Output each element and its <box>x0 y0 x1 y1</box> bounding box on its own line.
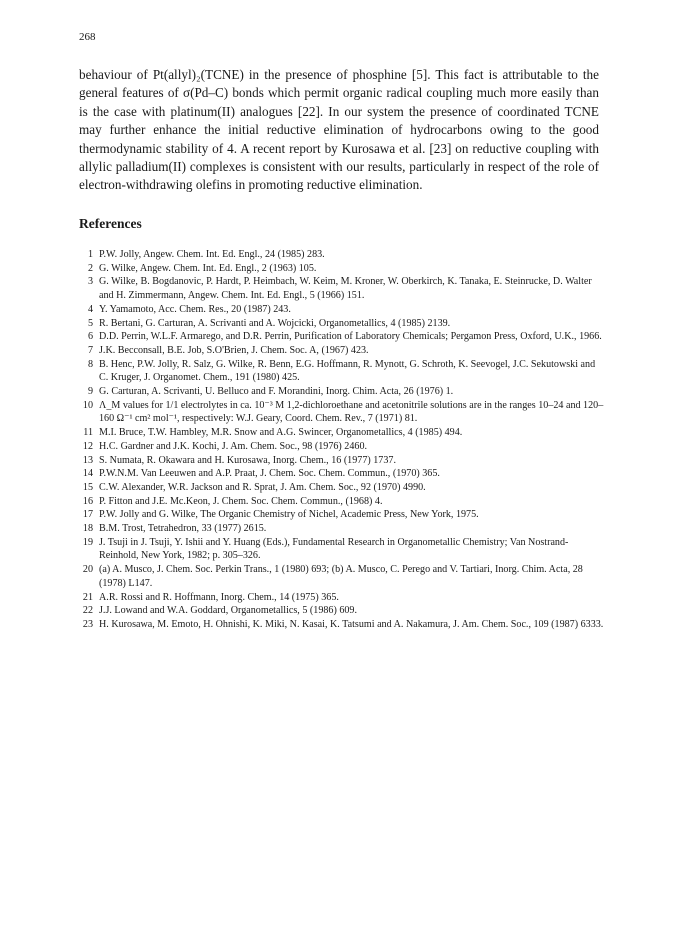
reference-item <box>79 317 604 331</box>
reference-number: 4 <box>87 303 93 315</box>
reference-number: 7 <box>87 344 93 356</box>
reference-item <box>79 454 604 468</box>
reference-number: 13 <box>82 454 93 466</box>
reference-text: J. Tsuji in J. Tsuji, Y. Ishii and Y. Huang (Eds.), Fundamental Research in Organometallic Chemistry; Van Nostrand-Reinhold, New York, 1982; p. 305–326. <box>99 536 569 562</box>
reference-text: B. Henc, P.W. Jolly, R. Salz, G. Wilke, R. Benn, E.G. Hoffmann, R. Mynott, G. Schroth, K. Seevogel, J.C. Sekutowski and C. Kruger, J. Organomet. Chem., 191 (1980) 425. <box>99 358 596 384</box>
reference-number: 6 <box>87 331 93 343</box>
reference-item <box>79 248 604 262</box>
reference-number: 10 <box>82 399 93 411</box>
reference-number: 11 <box>83 427 93 439</box>
reference-number: 1 <box>87 249 93 260</box>
reference-text: H.C. Gardner and J.K. Kochi, J. Am. Chem. Soc., 98 (1976) 2460. <box>99 440 368 452</box>
reference-text: S. Numata, R. Okawara and H. Kurosawa, Inorg. Chem., 16 (1977) 1737. <box>99 454 396 466</box>
reference-item <box>79 358 604 385</box>
reference-text: G. Wilke, B. Bogdanovic, P. Hardt, P. Heimbach, W. Keim, M. Kroner, W. Oberkirch, K. Tanaka, E. Steinrucke, D. Walter and H. Zimmermann, Angew. Chem. Int. Ed. Engl., 5 (1966) 151. <box>99 276 592 302</box>
reference-text: C.W. Alexander, W.R. Jackson and R. Sprat, J. Am. Chem. Soc., 92 (1970) 4990. <box>99 481 426 493</box>
reference-text: J.J. Lowand and W.A. Goddard, Organometallics, 5 (1986) 609. <box>99 605 358 617</box>
reference-item <box>79 399 604 426</box>
reference-number: 16 <box>82 495 93 507</box>
reference-list <box>79 248 604 632</box>
reference-number: 22 <box>82 605 93 617</box>
reference-text: A.R. Rossi and R. Hoffmann, Inorg. Chem., 14 (1975) 365. <box>99 591 339 603</box>
reference-text: B.M. Trost, Tetrahedron, 33 (1977) 2615. <box>99 523 267 535</box>
reference-number: 17 <box>82 509 93 521</box>
reference-text: H. Kurosawa, M. Emoto, H. Ohnishi, K. Miki, N. Kasai, K. Tatsumi and A. Nakamura, J. Am. Chem. Soc., 109 (1987) 6333. <box>99 618 604 630</box>
reference-number: 18 <box>82 523 93 535</box>
reference-item <box>79 481 604 495</box>
reference-number: 12 <box>82 440 93 452</box>
reference-number: 15 <box>82 481 93 493</box>
reference-number: 23 <box>82 618 93 630</box>
reference-item <box>79 344 604 358</box>
reference-text: R. Bertani, G. Carturan, A. Scrivanti and A. Wojcicki, Organometallics, 4 (1985) 2139. <box>99 317 451 329</box>
reference-number: 14 <box>82 468 93 480</box>
body-paragraph: behaviour of Pt(allyl)₂(TCNE) in the presence of phosphine [5]. This fact is attributable to the general features of σ(Pd–C) bonds which permit organic radical coupling much more easily than is the case with platinum(II) analogues [22]. In our system the presence of coordinated TCNE may further enhance the initial reductive elimination of hydrocarbons owing to the good thermodynamic stability of 4. A recent report by Kurosawa et al. [23] on reductive coupling with allylic palladium(II) complexes is consistent with our results, particularly in respect of the role of electron-withdrawing olefins in promoting reductive elimination. <box>79 67 599 193</box>
reference-text: P.W.N.M. Van Leeuwen and A.P. Praat, J. Chem. Soc. Chem. Commun., (1970) 365. <box>99 468 440 480</box>
reference-number: 20 <box>82 564 93 576</box>
reference-item <box>79 508 604 522</box>
reference-item <box>79 303 604 317</box>
reference-text: J.K. Becconsall, B.E. Job, S.O'Brien, J. Chem. Soc. A, (1967) 423. <box>99 344 369 356</box>
reference-number: 2 <box>87 262 93 274</box>
reference-number: 19 <box>82 536 93 548</box>
reference-item <box>79 591 604 605</box>
reference-item <box>79 440 604 454</box>
page-number: 268 <box>79 31 96 43</box>
reference-text: G. Carturan, A. Scrivanti, U. Belluco and F. Morandini, Inorg. Chim. Acta, 26 (1976) 1. <box>99 386 454 398</box>
reference-text: Λ_M values for 1/1 electrolytes in ca. 10⁻³ M 1,2-dichloroethane and acetonitrile solutions are in the ranges 10–24 and 120–160 Ω⁻¹ cm² mol⁻¹, respectively: W.J. Geary, Coord. Chem. Rev., 7 (1971) 81. <box>99 399 604 425</box>
reference-text: M.I. Bruce, T.W. Hambley, M.R. Snow and A.G. Swincer, Organometallics, 4 (1985) 494. <box>99 427 463 439</box>
reference-text: D.D. Perrin, W.L.F. Armarego, and D.R. Perrin, Purification of Laboratory Chemicals; Pergamon Press, Oxford, U.K., 1966. <box>99 331 602 343</box>
reference-item <box>79 262 604 276</box>
reference-item <box>79 618 604 632</box>
reference-item <box>79 330 604 344</box>
reference-item <box>79 604 604 618</box>
reference-item <box>79 275 604 302</box>
reference-number: 9 <box>87 386 93 398</box>
reference-item <box>79 385 604 399</box>
reference-number: 5 <box>87 317 93 329</box>
reference-item <box>79 426 604 440</box>
reference-number: 21 <box>82 591 93 603</box>
reference-text: P.W. Jolly, Angew. Chem. Int. Ed. Engl., 24 (1985) 283. <box>99 249 325 260</box>
reference-item <box>79 536 604 563</box>
reference-item <box>79 467 604 481</box>
reference-item <box>79 563 604 590</box>
reference-text: P. Fitton and J.E. Mc.Keon, J. Chem. Soc. Chem. Commun., (1968) 4. <box>99 495 383 507</box>
references-heading: References <box>79 216 142 231</box>
reference-text: G. Wilke, Angew. Chem. Int. Ed. Engl., 2 (1963) 105. <box>99 262 317 274</box>
reference-number: 3 <box>87 276 93 288</box>
reference-text: Y. Yamamoto, Acc. Chem. Res., 20 (1987) 243. <box>99 303 291 315</box>
reference-number: 8 <box>87 358 93 370</box>
reference-text: (a) A. Musco, J. Chem. Soc. Perkin Trans., 1 (1980) 693; (b) A. Musco, C. Perego and V. Tartiari, Inorg. Chim. Acta, 28 (1978) L147. <box>99 564 583 589</box>
reference-item <box>79 495 604 509</box>
reference-text: P.W. Jolly and G. Wilke, The Organic Chemistry of Nichel, Academic Press, New York, 1975. <box>99 509 479 521</box>
reference-item <box>79 522 604 536</box>
